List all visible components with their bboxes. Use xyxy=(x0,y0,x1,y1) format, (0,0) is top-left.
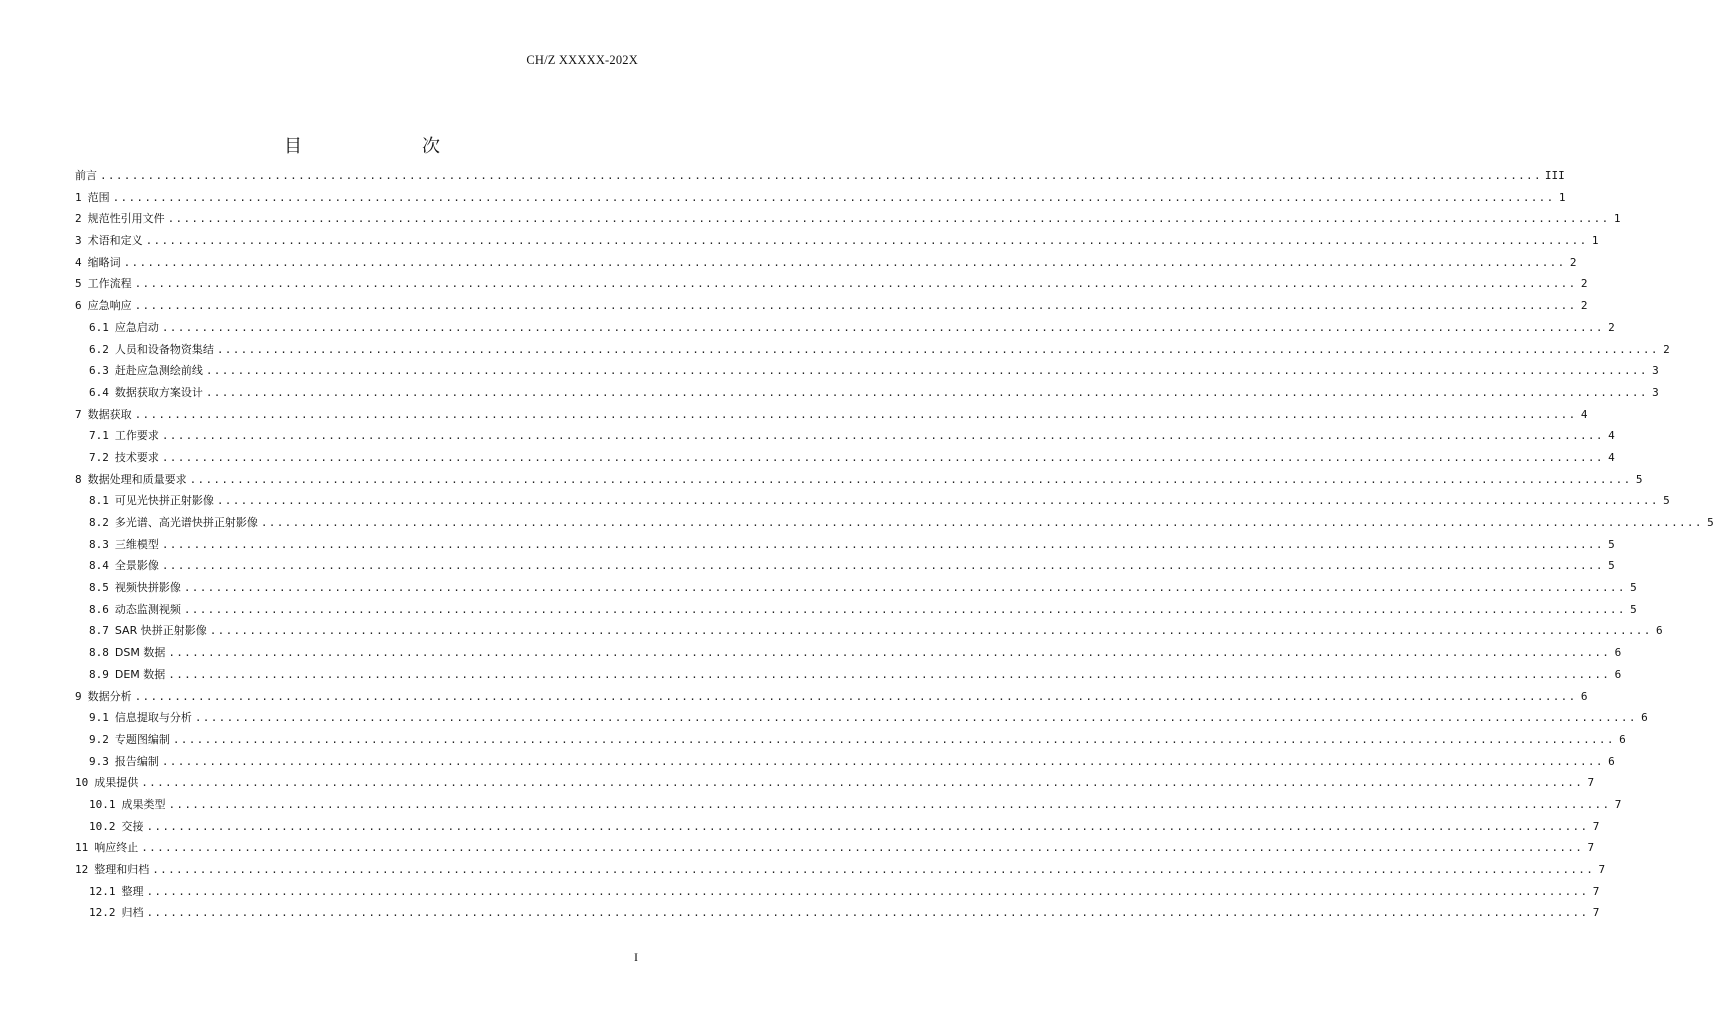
toc-entry-page: 4 xyxy=(1608,429,1615,443)
toc-entry[interactable] xyxy=(75,686,1588,708)
toc-entry-page: 2 xyxy=(1569,255,1577,269)
toc-entry[interactable] xyxy=(75,837,1595,859)
toc-dot-leader xyxy=(162,555,1604,577)
toc-entry-title: 数据分析 xyxy=(87,689,132,703)
toc-entry-page: 6 xyxy=(1619,732,1626,746)
toc-entry-number: 1 xyxy=(75,190,82,204)
toc-entry-number: 9.3 xyxy=(89,754,109,768)
toc-entry-title: 数据处理和质量要求 xyxy=(87,472,187,486)
toc-dot-leader xyxy=(162,751,1604,773)
toc-dot-leader xyxy=(162,447,1604,469)
toc-entry-page: 6 xyxy=(1614,646,1622,660)
toc-entry[interactable] xyxy=(75,902,1600,924)
toc-dot-leader xyxy=(141,772,1583,794)
toc-entry-page: 1 xyxy=(1558,190,1566,204)
toc-entry[interactable] xyxy=(75,664,1622,686)
toc-entry-title: 成果提供 xyxy=(94,776,139,790)
toc-entry-title: 三维模型 xyxy=(114,537,159,551)
toc-entry-page: 7 xyxy=(1592,819,1600,833)
toc-entry-page: 5 xyxy=(1630,602,1637,616)
toc-entry[interactable] xyxy=(75,772,1595,794)
toc-entry-number: 6.3 xyxy=(89,364,109,378)
toc-entry[interactable] xyxy=(75,317,1615,339)
toc-entry-page: 7 xyxy=(1587,776,1595,790)
toc-entry-title: 动态监测视频 xyxy=(114,602,181,616)
toc-entry-number: 10 xyxy=(75,776,89,790)
toc-entry-title: 规范性引用文件 xyxy=(87,212,165,226)
toc-entry-title: 赶赴应急测绘前线 xyxy=(114,364,203,378)
toc-dot-leader xyxy=(162,317,1604,339)
toc-entry-title: 专题图编制 xyxy=(114,732,170,746)
toc-entry-title: 可见光快拼正射影像 xyxy=(114,494,214,508)
toc-entry-number: 8.6 xyxy=(89,602,109,616)
toc-dot-leader xyxy=(124,252,1566,274)
toc-entry[interactable] xyxy=(75,230,1599,252)
toc-dot-leader xyxy=(135,404,1577,426)
toc-title: 目 次 xyxy=(284,136,468,157)
toc-entry[interactable] xyxy=(75,490,1670,512)
toc-entry[interactable] xyxy=(75,382,1659,404)
toc-entry-number: 8.1 xyxy=(89,494,109,508)
toc-entry-number: 6.1 xyxy=(89,320,109,334)
toc-entry-page: 6 xyxy=(1580,689,1588,703)
toc-entry-title: 交接 xyxy=(121,819,144,833)
toc-entry-page: 5 xyxy=(1635,472,1643,486)
toc-entry-title: 数据获取方案设计 xyxy=(114,385,203,399)
toc-entry-title: DSM 数据 xyxy=(114,646,166,660)
toc-entry-title: 视频快拼影像 xyxy=(114,581,181,595)
toc-entry-title: 信息提取与分析 xyxy=(114,711,192,725)
toc-entry[interactable] xyxy=(75,620,1663,642)
toc-dot-leader xyxy=(169,794,1611,816)
toc-entry-number: 8.7 xyxy=(89,624,109,638)
toc-entry[interactable] xyxy=(75,555,1615,577)
toc-entry[interactable] xyxy=(75,252,1577,274)
toc-entry-title: 人员和设备物资集结 xyxy=(114,342,214,356)
toc-entry-page: 7 xyxy=(1592,906,1600,920)
toc-dot-leader xyxy=(206,360,1648,382)
toc-dot-leader xyxy=(162,534,1604,556)
toc-entry-page: 2 xyxy=(1663,342,1670,356)
toc-entry-title: 应急响应 xyxy=(87,299,132,313)
toc-dot-leader xyxy=(206,382,1648,404)
toc-entry-number: 6 xyxy=(75,299,82,313)
toc-entry-title: 技术要求 xyxy=(114,450,159,464)
toc-entry-page: 5 xyxy=(1608,559,1615,573)
toc-entry-title: DEM 数据 xyxy=(114,667,166,681)
toc-entry[interactable] xyxy=(75,729,1626,751)
toc-entry-title: SAR 快拼正射影像 xyxy=(114,624,207,638)
toc-entry-page: 7 xyxy=(1587,841,1595,855)
toc-entry-number: 6.2 xyxy=(89,342,109,356)
toc-entry-number: 5 xyxy=(75,277,82,291)
toc-entry[interactable] xyxy=(75,642,1622,664)
toc-entry[interactable] xyxy=(75,859,1606,881)
toc-entry-number: 8.5 xyxy=(89,581,109,595)
toc-entry-page: 5 xyxy=(1707,516,1714,529)
toc-entry-title: 报告编制 xyxy=(114,754,159,768)
toc-entry-number: 8.8 xyxy=(89,646,109,660)
toc-entry-page: 7 xyxy=(1592,884,1600,898)
toc-entry-number: 8 xyxy=(75,472,82,486)
toc-entry-number: 7 xyxy=(75,407,82,421)
toc-entry[interactable] xyxy=(75,273,1588,295)
toc-entry[interactable] xyxy=(75,165,1565,187)
toc-dot-leader xyxy=(217,490,1659,512)
toc-entry-title: 应急启动 xyxy=(114,320,159,334)
toc-dot-leader xyxy=(146,230,1588,252)
toc-entry-number: 3 xyxy=(75,234,82,248)
toc-dot-leader xyxy=(162,425,1604,447)
toc-dot-leader xyxy=(168,208,1610,230)
toc-entry-title: 响应终止 xyxy=(94,841,139,855)
toc-entry-page: 6 xyxy=(1614,667,1622,681)
toc-entry-number: 6.4 xyxy=(89,385,109,399)
toc-dot-leader xyxy=(147,816,1589,838)
toc-entry-title: 多光谱、高光谱快拼正射影像 xyxy=(114,516,258,529)
toc-dot-leader xyxy=(217,339,1659,361)
toc-dot-leader xyxy=(168,664,1610,686)
toc-entry-page: 6 xyxy=(1608,754,1615,768)
toc-dot-leader xyxy=(168,642,1610,664)
toc-entry[interactable] xyxy=(75,577,1637,599)
toc-entry[interactable] xyxy=(75,707,1648,729)
toc-entry-number: 9 xyxy=(75,689,82,703)
table-of-contents xyxy=(75,165,1714,924)
toc-dot-leader xyxy=(100,165,1542,187)
toc-dot-leader xyxy=(184,599,1626,621)
toc-dot-leader xyxy=(195,707,1637,729)
toc-entry-page: 5 xyxy=(1630,581,1637,595)
toc-entry[interactable] xyxy=(75,425,1615,447)
toc-entry[interactable] xyxy=(75,534,1615,556)
toc-entry-page: 1 xyxy=(1613,212,1621,226)
toc-entry[interactable] xyxy=(75,599,1637,621)
toc-entry-page: 2 xyxy=(1580,277,1588,291)
toc-entry-title: 归档 xyxy=(121,906,144,920)
toc-dot-leader xyxy=(184,577,1626,599)
toc-entry-number: 12 xyxy=(75,863,89,876)
toc-entry[interactable] xyxy=(75,187,1566,209)
toc-entry[interactable] xyxy=(75,469,1643,491)
toc-entry[interactable] xyxy=(75,295,1588,317)
toc-entry-number: 4 xyxy=(75,255,82,269)
toc-entry-title: 整理和归档 xyxy=(94,863,150,876)
toc-dot-leader xyxy=(261,512,1703,534)
toc-entry-number: 9.2 xyxy=(89,732,109,746)
toc-entry-number: 8.9 xyxy=(89,667,109,681)
toc-entry-page: 4 xyxy=(1580,407,1588,421)
toc-entry-number: 11 xyxy=(75,841,89,855)
toc-dot-leader xyxy=(135,295,1577,317)
toc-entry-page: 2 xyxy=(1608,320,1615,334)
toc-dot-leader xyxy=(190,469,1632,491)
toc-entry[interactable] xyxy=(75,208,1621,230)
toc-entry-page: 4 xyxy=(1608,450,1615,464)
toc-entry-title: 整理 xyxy=(121,884,144,898)
toc-entry-page: III xyxy=(1544,169,1565,182)
toc-entry-title: 工作流程 xyxy=(87,277,132,291)
toc-entry-title: 工作要求 xyxy=(114,429,159,443)
toc-entry-page: 2 xyxy=(1580,299,1588,313)
toc-entry-title: 术语和定义 xyxy=(87,234,143,248)
toc-dot-leader xyxy=(135,273,1577,295)
toc-entry[interactable] xyxy=(75,404,1588,426)
toc-entry-title: 数据获取 xyxy=(87,407,132,421)
toc-entry-page: 6 xyxy=(1641,711,1648,725)
toc-entry[interactable] xyxy=(75,751,1615,773)
toc-entry[interactable] xyxy=(75,512,1714,534)
toc-entry-number: 10.2 xyxy=(89,819,116,833)
document-code: CH/Z XXXXX-202X xyxy=(526,53,638,67)
toc-entry[interactable] xyxy=(75,360,1659,382)
toc-entry-number: 7.1 xyxy=(89,429,109,443)
toc-entry-page: 5 xyxy=(1608,537,1615,551)
toc-dot-leader xyxy=(147,881,1589,903)
toc-entry[interactable] xyxy=(75,816,1600,838)
toc-entry[interactable] xyxy=(75,794,1622,816)
toc-entry-page: 6 xyxy=(1656,624,1663,638)
toc-dot-leader xyxy=(152,859,1594,881)
toc-entry-number: 8.4 xyxy=(89,559,109,573)
toc-entry[interactable] xyxy=(75,339,1670,361)
toc-dot-leader xyxy=(141,837,1583,859)
toc-entry-number: 12.1 xyxy=(89,884,116,898)
toc-entry[interactable] xyxy=(75,881,1600,903)
toc-entry-title: 前言 xyxy=(75,169,97,182)
toc-dot-leader xyxy=(113,187,1555,209)
toc-entry-title: 成果类型 xyxy=(121,797,166,811)
toc-dot-leader xyxy=(135,686,1577,708)
toc-entry-number: 8.2 xyxy=(89,516,109,529)
toc-entry-title: 范围 xyxy=(87,190,110,204)
toc-entry-page: 3 xyxy=(1652,364,1659,378)
toc-dot-leader xyxy=(210,620,1652,642)
page-number: I xyxy=(634,950,638,964)
toc-entry[interactable] xyxy=(75,447,1615,469)
toc-entry-number: 12.2 xyxy=(89,906,116,920)
toc-entry-page: 5 xyxy=(1663,494,1670,508)
toc-entry-title: 缩略词 xyxy=(87,255,121,269)
toc-dot-leader xyxy=(173,729,1615,751)
toc-entry-page: 7 xyxy=(1598,863,1606,876)
toc-entry-number: 8.3 xyxy=(89,537,109,551)
toc-entry-title: 全景影像 xyxy=(114,559,159,573)
toc-entry-page: 7 xyxy=(1614,797,1622,811)
toc-dot-leader xyxy=(147,902,1589,924)
toc-entry-number: 10.1 xyxy=(89,797,116,811)
toc-entry-number: 7.2 xyxy=(89,450,109,464)
toc-entry-page: 3 xyxy=(1652,385,1659,399)
toc-entry-page: 1 xyxy=(1591,234,1599,248)
toc-entry-number: 9.1 xyxy=(89,711,109,725)
toc-entry-number: 2 xyxy=(75,212,82,226)
